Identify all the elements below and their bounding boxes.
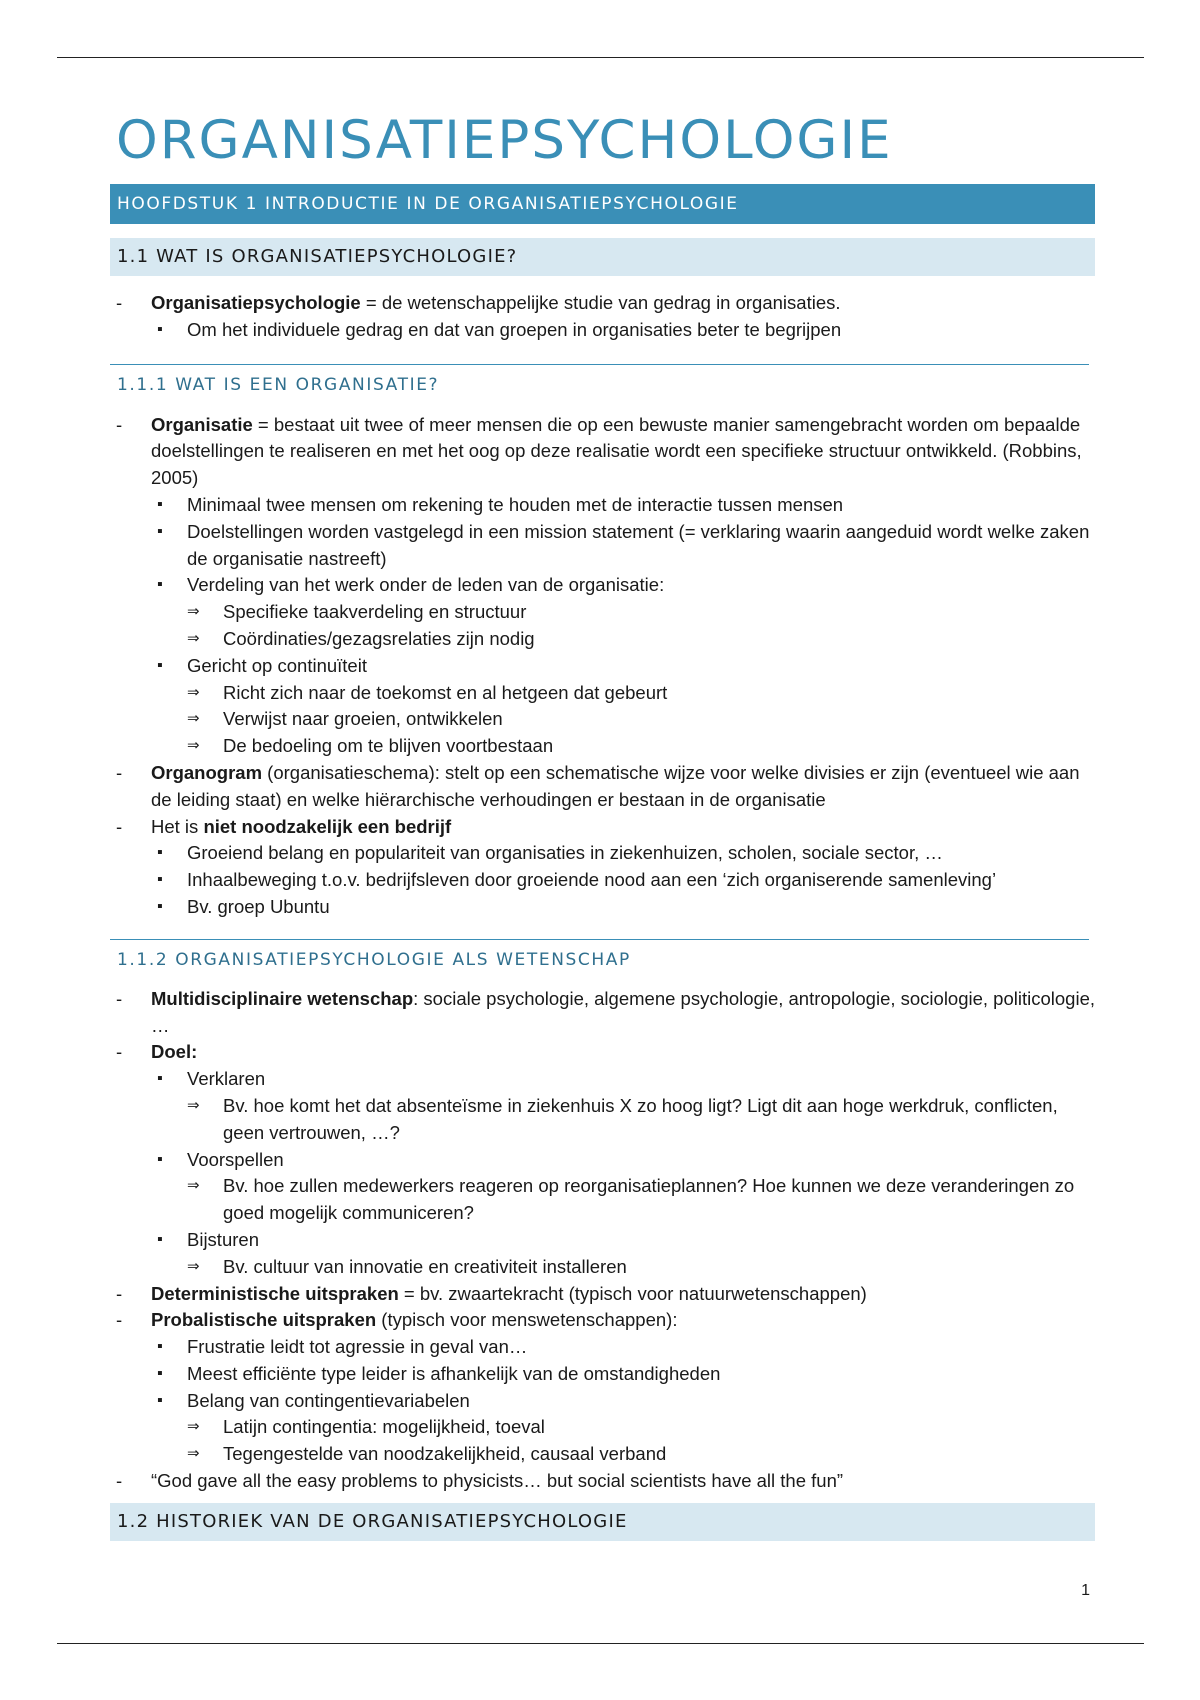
list-item [151,1066,1095,1146]
list-item: ⇒ Tegengestelde van noodzakelijkheid, causaal verband [187,1441,1095,1468]
list-item: ▪ Meest efficiënte type leider is afhankelijk van de omstandigheden [151,1361,1095,1388]
page-number: 1 [1081,1582,1090,1599]
list-item [110,986,1095,1040]
text: = de wetenschappelijke studie van gedrag in organisaties. [360,292,841,313]
chapter-heading: HOOFDSTUK 1 INTRODUCTIE IN DE ORGANISATIEPSYCHOLOGIE [110,184,1095,224]
text: Gericht op continuïteit [187,654,367,676]
list-item: ⇒ Latijn contingentia: mogelijkheid, toeval [187,1414,1095,1441]
document-title: ORGANISATIEPSYCHOLOGIE [116,110,893,171]
list-item: ▪ Doelstellingen worden vastgelegd in een mission statement (= verklaring waarin aangeduid wordt welke zaken de organisatie nastreeft) [151,519,1095,573]
section-1-1-list [110,290,1095,344]
list-item [151,653,1095,760]
text: = bestaat uit twee of meer mensen die op een bewuste manier samengebracht worden om bepaalde doelstellingen te realiseren en met het oog op deze realisatie wordt een specifieke structuur ontwikkeld. (Robbins, 2005) [151,413,1082,489]
text: Belang van contingentievariabelen [187,1389,470,1411]
list-item: ⇒ Bv. hoe zullen medewerkers reageren op reorganisatieplannen? Hoe kunnen we deze veranderingen zo goed mogelijk communiceren? [187,1173,1095,1227]
text: Verklaren [187,1068,266,1090]
term: Organisatie [151,413,253,435]
term: Multidisciplinaire wetenschap [151,987,414,1009]
list-item: ⇒ Bv. hoe komt het dat absenteïsme in ziekenhuis X zo hoog ligt? Ligt dit aan hoge werkdruk, conflicten, geen vertrouwen, …? [187,1093,1095,1147]
subsection-1-1-2-list [110,986,1095,1495]
list-item: ▪ Om het individuele gedrag en dat van groepen in organisaties beter te begrijpen [151,317,1095,344]
bottom-rule [57,1643,1144,1644]
list-item: ⇒ Verwijst naar groeien, ontwikkelen [187,706,1095,733]
list-item [110,1281,1095,1308]
list-item [110,1307,1095,1468]
section-heading-1-1: 1.1 WAT IS ORGANISATIEPSYCHOLOGIE? [110,238,1095,276]
top-rule [57,57,1144,58]
term: Organogram [151,761,263,783]
list-item [151,1388,1095,1468]
list-item: ▪ Frustratie leidt tot agressie in geval van… [151,1334,1095,1361]
text: Verdeling van het werk onder de leden van de organisatie: [187,574,665,596]
list-item [151,1147,1095,1227]
list-item: ⇒ Specifieke taakverdeling en structuur [187,599,1095,626]
list-item [110,814,1095,921]
text: Bijsturen [187,1228,259,1250]
term: Organisatiepsychologie [151,292,361,313]
list-item: ⇒ Bv. cultuur van innovatie en creativiteit installeren [187,1254,1095,1281]
text: (typisch voor menswetenschappen): [376,1309,678,1331]
list-item: ▪ Inhaalbeweging t.o.v. bedrijfsleven door groeiende nood aan een ‘zich organiserende samenleving’ [151,867,1095,894]
list-item [110,1039,1095,1280]
list-item: ⇒ Coördinaties/gezagsrelaties zijn nodig [187,626,1095,653]
text: : sociale psychologie, algemene psychologie, antropologie, sociologie, politicologie, … [151,987,1096,1036]
list-item: ▪ Groeiend belang en populariteit van organisaties in ziekenhuizen, scholen, sociale sector, … [151,840,1095,867]
list-item [110,760,1095,814]
text: Voorspellen [187,1148,284,1170]
section-heading-1-2: 1.2 HISTORIEK VAN DE ORGANISATIEPSYCHOLOGIE [110,1503,1095,1541]
term: Deterministische uitspraken [151,1282,399,1304]
subsection-heading-1-1-2: 1.1.2 ORGANISATIEPSYCHOLOGIE ALS WETENSCHAP [110,939,1089,982]
list-item: ⇒ Richt zich naar de toekomst en al hetgeen dat gebeurt [187,680,1095,707]
list-item: ⇒ De bedoeling om te blijven voortbestaan [187,733,1095,760]
list-item [151,572,1095,652]
list-item [110,290,1095,344]
document-page [110,100,1095,1541]
list-item: - “God gave all the easy problems to physicists… but social scientists have all the fun” [110,1468,1095,1495]
term: niet noodzakelijk een bedrijf [203,815,452,837]
list-item [110,412,1095,760]
list-item: ▪ Minimaal twee mensen om rekening te houden met de interactie tussen mensen [151,492,1095,519]
subsection-1-1-1-list [110,412,1095,921]
subsection-heading-1-1-1: 1.1.1 WAT IS EEN ORGANISATIE? [110,364,1089,407]
list-item [151,1227,1095,1281]
term: Probalistische uitspraken [151,1309,377,1331]
list-item: ▪ Bv. groep Ubuntu [151,894,1095,921]
text: (organisatieschema): stelt op een schematische wijze voor welke divisies er zijn (eventueel wie aan de leiding staat) en welke hiërarchische verhoudingen er bestaan in de organisatie [151,761,1080,810]
text: Het is [151,815,204,837]
term: Doel: [151,1041,198,1063]
text: = bv. zwaartekracht (typisch voor natuurwetenschappen) [398,1282,867,1304]
